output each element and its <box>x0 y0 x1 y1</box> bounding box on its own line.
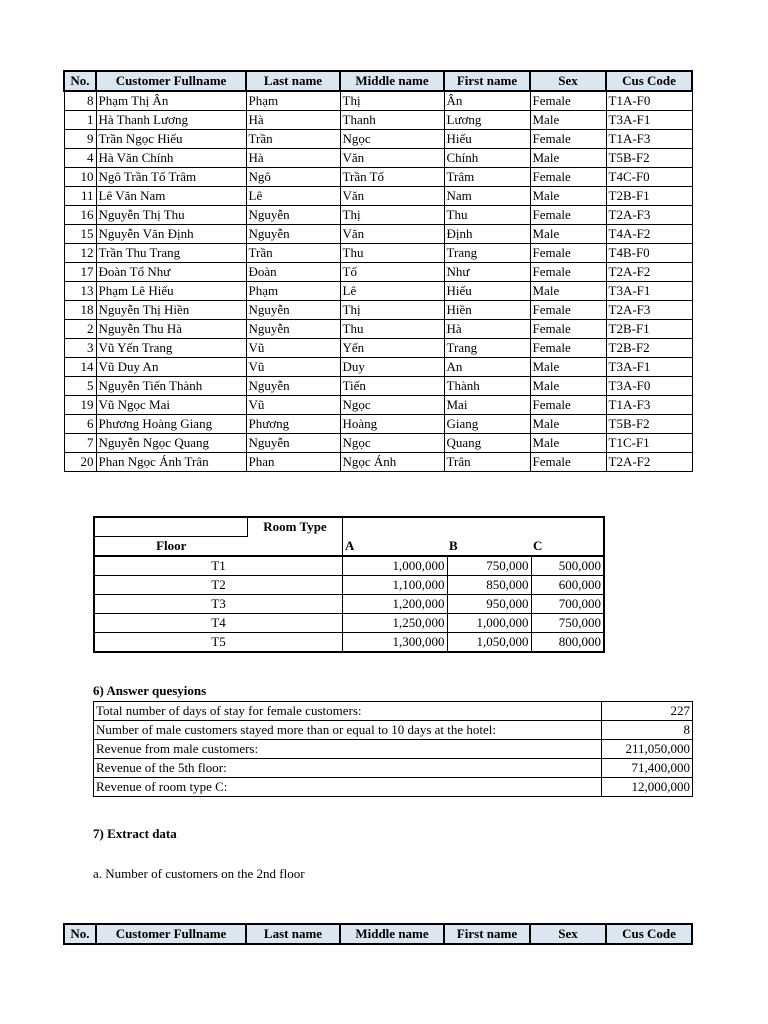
cell-fullname: Phạm Lê Hiếu <box>96 282 246 301</box>
room-header-top <box>94 517 604 537</box>
col-cuscode: Cus Code <box>606 71 692 91</box>
cell-lastname: Phạm <box>246 282 340 301</box>
table-row <box>64 244 692 263</box>
table-row <box>64 377 692 396</box>
price-cell: 1,300,000 <box>343 633 448 653</box>
cell-no: 8 <box>64 91 96 111</box>
cell-sex: Male <box>530 282 606 301</box>
price-cell: 1,250,000 <box>343 614 448 633</box>
price-cell: 1,000,000 <box>447 614 531 633</box>
extract-header-row <box>64 924 692 944</box>
cell-lastname: Vũ <box>246 339 340 358</box>
cell-no: 14 <box>64 358 96 377</box>
cell-lastname: Nguyễn <box>246 434 340 453</box>
cell-fullname: Hà Thanh Lương <box>96 111 246 130</box>
answer-value: 227 <box>602 702 693 721</box>
cell-cuscode: T2B-F1 <box>606 187 692 206</box>
price-cell: 1,050,000 <box>447 633 531 653</box>
cell-sex: Female <box>530 301 606 320</box>
room-price-table <box>93 516 605 653</box>
price-cell: 800,000 <box>531 633 604 653</box>
extract-col-sex: Sex <box>530 924 606 944</box>
cell-cuscode: T2B-F2 <box>606 339 692 358</box>
cell-sex: Male <box>530 415 606 434</box>
cell-middlename: Thu <box>340 320 444 339</box>
table-row <box>64 149 692 168</box>
cell-middlename: Lê <box>340 282 444 301</box>
cell-cuscode: T4A-F2 <box>606 225 692 244</box>
cell-cuscode: T3A-F0 <box>606 377 692 396</box>
cell-middlename: Văn <box>340 149 444 168</box>
col-sex: Sex <box>530 71 606 91</box>
room-header-bottom <box>94 537 604 557</box>
cell-firstname: Như <box>444 263 530 282</box>
table-row <box>94 614 604 633</box>
cell-lastname: Ngô <box>246 168 340 187</box>
col-no: No. <box>64 71 96 91</box>
table-row <box>94 633 604 653</box>
floor-cell: T5 <box>94 633 343 653</box>
cell-fullname: Trần Thu Trang <box>96 244 246 263</box>
col-lastname: Last name <box>246 71 340 91</box>
cell-sex: Female <box>530 320 606 339</box>
cell-middlename: Ngọc Ánh <box>340 453 444 472</box>
extract-col-middlename: Middle name <box>340 924 444 944</box>
cell-no: 19 <box>64 396 96 415</box>
cell-firstname: Hiếu <box>444 282 530 301</box>
room-type-c: C <box>531 537 604 557</box>
cell-lastname: Hà <box>246 149 340 168</box>
cell-lastname: Trần <box>246 244 340 263</box>
cell-lastname: Nguyễn <box>246 206 340 225</box>
col-fullname: Customer Fullname <box>96 71 246 91</box>
answer-row <box>94 778 693 797</box>
table-row <box>64 415 692 434</box>
cell-sex: Female <box>530 396 606 415</box>
table-row <box>94 576 604 595</box>
cell-fullname: Đoàn Tố Như <box>96 263 246 282</box>
cell-fullname: Vũ Yến Trang <box>96 339 246 358</box>
cell-fullname: Lê Văn Nam <box>96 187 246 206</box>
answer-value: 12,000,000 <box>602 778 693 797</box>
cell-fullname: Nguyễn Tiến Thành <box>96 377 246 396</box>
cell-middlename: Ngọc <box>340 396 444 415</box>
cell-cuscode: T2A-F2 <box>606 453 692 472</box>
table-row <box>64 339 692 358</box>
col-middlename: Middle name <box>340 71 444 91</box>
cell-lastname: Nguyễn <box>246 377 340 396</box>
cell-firstname: Thành <box>444 377 530 396</box>
cell-fullname: Nguyễn Thị Thu <box>96 206 246 225</box>
extract-col-no: No. <box>64 924 96 944</box>
room-table-body <box>94 556 604 652</box>
cell-middlename: Thị <box>340 91 444 111</box>
cell-firstname: Trân <box>444 453 530 472</box>
answer-value: 8 <box>602 721 693 740</box>
cell-firstname: Hiền <box>444 301 530 320</box>
cell-no: 2 <box>64 320 96 339</box>
cell-cuscode: T1C-F1 <box>606 434 692 453</box>
price-cell: 1,100,000 <box>343 576 448 595</box>
cell-firstname: Quang <box>444 434 530 453</box>
answer-question: Total number of days of stay for female customers: <box>94 702 602 721</box>
cell-middlename: Yến <box>340 339 444 358</box>
cell-firstname: Mai <box>444 396 530 415</box>
cell-sex: Male <box>530 111 606 130</box>
room-type-b: B <box>447 537 531 557</box>
cell-middlename: Thị <box>340 206 444 225</box>
cell-sex: Female <box>530 206 606 225</box>
answer-row <box>94 740 693 759</box>
cell-fullname: Phương Hoàng Giang <box>96 415 246 434</box>
cell-firstname: Chính <box>444 149 530 168</box>
cell-cuscode: T5B-F2 <box>606 149 692 168</box>
cell-sex: Female <box>530 263 606 282</box>
cell-no: 18 <box>64 301 96 320</box>
cell-sex: Male <box>530 149 606 168</box>
table-row <box>64 206 692 225</box>
table-row <box>64 396 692 415</box>
cell-sex: Male <box>530 187 606 206</box>
cell-no: 10 <box>64 168 96 187</box>
cell-firstname: Nam <box>444 187 530 206</box>
cell-lastname: Nguyễn <box>246 320 340 339</box>
cell-sex: Female <box>530 91 606 111</box>
cell-fullname: Vũ Ngọc Mai <box>96 396 246 415</box>
cell-middlename: Tố <box>340 263 444 282</box>
floor-cell: T4 <box>94 614 343 633</box>
cell-firstname: Trang <box>444 244 530 263</box>
cell-cuscode: T3A-F1 <box>606 358 692 377</box>
cell-no: 16 <box>64 206 96 225</box>
cell-firstname: Định <box>444 225 530 244</box>
table-row <box>64 168 692 187</box>
cell-firstname: Lương <box>444 111 530 130</box>
cell-no: 7 <box>64 434 96 453</box>
price-cell: 1,000,000 <box>343 556 448 576</box>
price-cell: 850,000 <box>447 576 531 595</box>
cell-no: 3 <box>64 339 96 358</box>
cell-cuscode: T2A-F2 <box>606 263 692 282</box>
price-cell: 600,000 <box>531 576 604 595</box>
floor-cell: T3 <box>94 595 343 614</box>
cell-firstname: Giang <box>444 415 530 434</box>
cell-sex: Male <box>530 377 606 396</box>
floor-cell: T2 <box>94 576 343 595</box>
table-row <box>64 225 692 244</box>
customer-table <box>63 70 693 472</box>
col-firstname: First name <box>444 71 530 91</box>
cell-no: 4 <box>64 149 96 168</box>
cell-middlename: Duy <box>340 358 444 377</box>
floor-label: Floor <box>94 537 248 557</box>
cell-lastname: Nguyễn <box>246 301 340 320</box>
extract-col-lastname: Last name <box>246 924 340 944</box>
table-row <box>64 263 692 282</box>
cell-firstname: Hà <box>444 320 530 339</box>
floor-cell: T1 <box>94 556 343 576</box>
table-row <box>64 187 692 206</box>
price-cell: 1,200,000 <box>343 595 448 614</box>
price-cell: 950,000 <box>447 595 531 614</box>
table-row <box>64 320 692 339</box>
answer-question: Revenue from male customers: <box>94 740 602 759</box>
cell-no: 5 <box>64 377 96 396</box>
cell-no: 20 <box>64 453 96 472</box>
extract-table <box>63 923 693 945</box>
cell-cuscode: T3A-F1 <box>606 282 692 301</box>
cell-sex: Male <box>530 358 606 377</box>
extract-col-fullname: Customer Fullname <box>96 924 246 944</box>
extract-subtitle: a. Number of customers on the 2nd floor <box>93 866 305 881</box>
price-cell: 700,000 <box>531 595 604 614</box>
cell-lastname: Lê <box>246 187 340 206</box>
customer-table-body <box>64 91 692 472</box>
cell-lastname: Nguyễn <box>246 225 340 244</box>
cell-no: 15 <box>64 225 96 244</box>
cell-fullname: Nguyễn Ngọc Quang <box>96 434 246 453</box>
cell-firstname: Trang <box>444 339 530 358</box>
cell-no: 17 <box>64 263 96 282</box>
cell-fullname: Phan Ngọc Ánh Trân <box>96 453 246 472</box>
cell-no: 9 <box>64 130 96 149</box>
cell-no: 13 <box>64 282 96 301</box>
room-type-a: A <box>343 537 448 557</box>
cell-cuscode: T2B-F1 <box>606 320 692 339</box>
table-row <box>64 434 692 453</box>
cell-no: 1 <box>64 111 96 130</box>
cell-lastname: Phan <box>246 453 340 472</box>
room-type-label: Room Type <box>248 517 343 537</box>
cell-cuscode: T2A-F3 <box>606 301 692 320</box>
cell-firstname: Ân <box>444 91 530 111</box>
cell-firstname: Trâm <box>444 168 530 187</box>
table-row <box>64 453 692 472</box>
cell-middlename: Tiến <box>340 377 444 396</box>
extract-col-cuscode: Cus Code <box>606 924 692 944</box>
cell-fullname: Nguyễn Văn Định <box>96 225 246 244</box>
table-row <box>64 301 692 320</box>
cell-lastname: Vũ <box>246 358 340 377</box>
price-cell: 750,000 <box>447 556 531 576</box>
cell-no: 6 <box>64 415 96 434</box>
answers-title: 6) Answer quesyions <box>93 683 207 698</box>
cell-fullname: Ngô Trần Tố Trâm <box>96 168 246 187</box>
cell-lastname: Trần <box>246 130 340 149</box>
cell-middlename: Văn <box>340 225 444 244</box>
cell-cuscode: T5B-F2 <box>606 415 692 434</box>
price-cell: 500,000 <box>531 556 604 576</box>
cell-lastname: Hà <box>246 111 340 130</box>
customer-header-row <box>64 71 692 91</box>
cell-sex: Female <box>530 130 606 149</box>
table-row <box>64 111 692 130</box>
cell-cuscode: T4C-F0 <box>606 168 692 187</box>
cell-sex: Female <box>530 168 606 187</box>
table-row <box>64 91 692 111</box>
cell-cuscode: T4B-F0 <box>606 244 692 263</box>
diagonal-divider <box>248 537 343 557</box>
cell-fullname: Phạm Thị Ân <box>96 91 246 111</box>
cell-middlename: Trần Tố <box>340 168 444 187</box>
table-row <box>94 595 604 614</box>
cell-cuscode: T1A-F3 <box>606 130 692 149</box>
cell-cuscode: T1A-F0 <box>606 91 692 111</box>
cell-no: 11 <box>64 187 96 206</box>
cell-cuscode: T3A-F1 <box>606 111 692 130</box>
cell-middlename: Ngọc <box>340 434 444 453</box>
cell-middlename: Văn <box>340 187 444 206</box>
answer-row <box>94 721 693 740</box>
table-row <box>64 358 692 377</box>
cell-fullname: Nguyễn Thu Hà <box>96 320 246 339</box>
cell-cuscode: T2A-F3 <box>606 206 692 225</box>
cell-sex: Male <box>530 434 606 453</box>
cell-middlename: Thu <box>340 244 444 263</box>
price-cell: 750,000 <box>531 614 604 633</box>
extract-title: 7) Extract data <box>93 826 177 841</box>
answer-question: Revenue of room type C: <box>94 778 602 797</box>
cell-firstname: Hiếu <box>444 130 530 149</box>
cell-middlename: Thị <box>340 301 444 320</box>
answer-question: Revenue of the 5th floor: <box>94 759 602 778</box>
answer-row <box>94 702 693 721</box>
answer-row <box>94 759 693 778</box>
answer-question: Number of male customers stayed more than or equal to 10 days at the hotel: <box>94 721 602 740</box>
cell-lastname: Vũ <box>246 396 340 415</box>
answer-value: 71,400,000 <box>602 759 693 778</box>
cell-firstname: Thu <box>444 206 530 225</box>
cell-middlename: Ngọc <box>340 130 444 149</box>
cell-cuscode: T1A-F3 <box>606 396 692 415</box>
cell-lastname: Phạm <box>246 91 340 111</box>
answer-value: 211,050,000 <box>602 740 693 759</box>
answers-table <box>93 701 693 797</box>
cell-sex: Female <box>530 339 606 358</box>
cell-sex: Female <box>530 453 606 472</box>
cell-sex: Female <box>530 244 606 263</box>
cell-fullname: Vũ Duy An <box>96 358 246 377</box>
cell-fullname: Hà Văn Chính <box>96 149 246 168</box>
cell-no: 12 <box>64 244 96 263</box>
table-row <box>64 282 692 301</box>
table-row <box>64 130 692 149</box>
cell-middlename: Thanh <box>340 111 444 130</box>
cell-fullname: Nguyễn Thị Hiền <box>96 301 246 320</box>
cell-sex: Male <box>530 225 606 244</box>
cell-fullname: Trần Ngọc Hiếu <box>96 130 246 149</box>
cell-middlename: Hoàng <box>340 415 444 434</box>
cell-firstname: An <box>444 358 530 377</box>
extract-col-firstname: First name <box>444 924 530 944</box>
cell-lastname: Phương <box>246 415 340 434</box>
table-row <box>94 556 604 576</box>
cell-lastname: Đoàn <box>246 263 340 282</box>
